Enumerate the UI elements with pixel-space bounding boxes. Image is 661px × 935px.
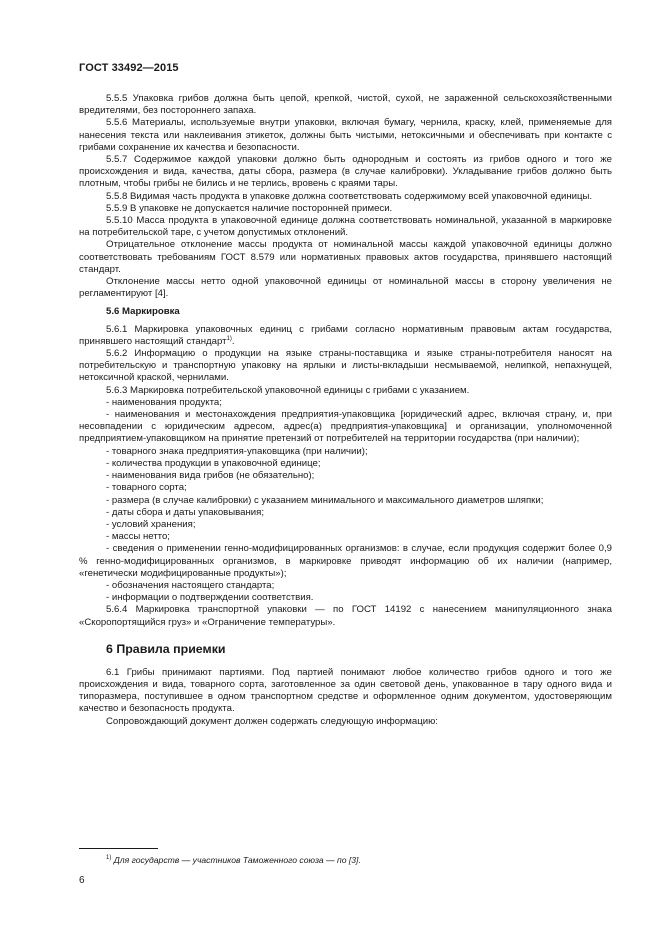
- clause-5-6-3: 5.6.3 Маркировка потребительской упаковочной единицы с грибами с указанием.: [106, 384, 470, 396]
- list-item: - даты сбора и даты упаковывания;: [106, 506, 265, 518]
- list-item: - товарного сорта;: [106, 482, 187, 494]
- list-item: - количества продукции в упаковочной единице;: [106, 457, 321, 469]
- paragraph-net-deviation: Отклонение массы нетто одной упаковочной единицы от номинальной массы в сторону увеличения не регламентируют [4].: [79, 276, 612, 300]
- clause-5-6-1-text: 5.6.1 Маркировка упаковочных единиц с грибами согласно нормативным правовым актам государства, принявшего настоящий стандарт: [79, 323, 612, 347]
- list-item: - информации о подтверждении соответствия.: [106, 592, 314, 604]
- list-item: - наименования вида грибов (не обязательно);: [106, 470, 315, 482]
- clause-5-6-2: 5.6.2 Информацию о продукции на языке страны-поставщика и языке страны-потребителя наносят на потребительскую и транспортную упаковку на ярлыки и листы-вкладыши несмываемой, нелипкой, непахнущей, нетоксичной краской, чернилами.: [79, 348, 612, 384]
- clause-5-5-9: 5.5.9 В упаковке не допускается наличие посторонней примеси.: [106, 202, 393, 214]
- list-item: - сведения о применении генно-модифицированных организмов: в случае, если продукция содержит более 0,9 % генно-модифицированных организмов, в маркировке приводят информацию об их наличии (например, «генетически модифицированные продукты»);: [79, 543, 612, 579]
- page-number: 6: [79, 875, 85, 886]
- page-header-doc-code: ГОСТ 33492—2015: [79, 62, 179, 74]
- section-6-title: 6 Правила приемки: [106, 641, 226, 656]
- footnote-ref: 1): [226, 335, 232, 342]
- footnote-marker: 1): [106, 855, 112, 862]
- footnote-divider: [79, 848, 158, 849]
- section-5-6-title: 5.6 Маркировка: [106, 306, 180, 318]
- list-item: - массы нетто;: [106, 531, 170, 543]
- clause-5-5-6: 5.5.6 Материалы, используемые внутри упаковки, включая бумагу, чернила, краску, клей, применяемые для нанесения текста или наклеивания этикеток, должны быть чистыми, нетоксичными и обеспечивать при контакте с грибами сохранение их качества и безопасности.: [79, 117, 612, 153]
- clause-5-6-1-end: .: [231, 335, 235, 347]
- paragraph-accompanying-doc: Сопровождающий документ должен содержать следующую информацию:: [106, 715, 438, 727]
- clause-5-5-7: 5.5.7 Содержимое каждой упаковки должно быть однородным и состоять из грибов одного и того же происхождения и вида, качества, даты сбора, размера (в случае калибровки). Укладывание грибов должно быть плотным, чтобы грибы не бились и не терлись, вровень с краями тары.: [79, 154, 612, 190]
- list-item: - товарного знака предприятия-упаковщика (при наличии);: [106, 445, 368, 457]
- clause-6-1: 6.1 Грибы принимают партиями. Под партией понимают любое количество грибов одного и того же происхождения и вида, товарного сорта, заготовленное за один световой день, упакованное в тару одного вида и типоразмера, поступившее в одном транспортном средстве и оформленное одним документом, удостоверяющим качество и безопасность продукта.: [79, 666, 612, 715]
- list-item: - обозначения настоящего стандарта;: [106, 579, 275, 591]
- list-item: - условий хранения;: [106, 518, 196, 530]
- footnote: [79, 855, 612, 866]
- clause-5-5-10: 5.5.10 Масса продукта в упаковочной единице должна соответствовать номинальной, указанной в маркировке на потребительской таре, с учетом допустимых отклонений.: [79, 215, 612, 239]
- clause-5-6-1: [79, 324, 612, 348]
- list-item: - наименования продукта;: [106, 396, 222, 408]
- paragraph-negative-deviation: Отрицательное отклонение массы продукта от номинальной массы каждой упаковочной единицы должно соответствовать требованиям ГОСТ 8.579 или нормативных правовых актов государства, принявшего настоящий стандарт.: [79, 239, 612, 275]
- list-item: - наименования и местонахождения предприятия-упаковщика [юридический адрес, включая страну, и, при несовпадении с юридическим адресом, адрес(а) предприятия-упаковщика] и организации, уполномоченной предприятием-упаковщиком на принятие претензий от потребителей на территории государства (при наличии);: [79, 409, 612, 445]
- page-body: [79, 93, 612, 728]
- clause-5-5-8: 5.5.8 Видимая часть продукта в упаковке должна соответствовать содержимому всей упаковочной единицы.: [106, 190, 593, 202]
- clause-5-6-4: 5.6.4 Маркировка транспортной упаковки — по ГОСТ 14192 с нанесением манипуляционного знака «Скоропортящийся груз» и «Ограничение температуры».: [79, 604, 612, 628]
- list-item: - размера (в случае калибровки) с указанием минимального и максимального диаметров шляпки;: [106, 494, 544, 506]
- clause-5-5-5: 5.5.5 Упаковка грибов должна быть цепой, крепкой, чистой, сухой, не зараженной сельскохозяйственными вредителями, без постороннего запаха.: [79, 93, 612, 117]
- footnote-text: Для государств — участников Таможенного союза — по [3].: [113, 855, 361, 865]
